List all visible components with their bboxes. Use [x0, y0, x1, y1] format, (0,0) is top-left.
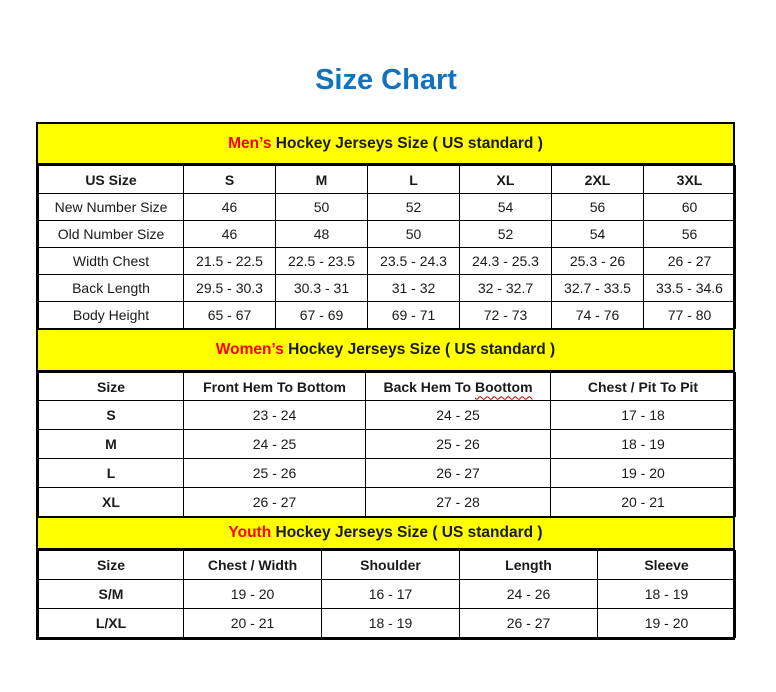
- header-cell: Back Hem To Boottom: [366, 373, 551, 401]
- table-cell: 16 - 17: [322, 580, 460, 609]
- table-cell: 52: [368, 194, 460, 221]
- row-label: XL: [39, 488, 184, 517]
- table-cell: 29.5 - 30.3: [184, 275, 276, 302]
- table-row: [39, 401, 736, 430]
- row-label: New Number Size: [39, 194, 184, 221]
- row-label: Old Number Size: [39, 221, 184, 248]
- table-cell: 17 - 18: [551, 401, 736, 430]
- womens-table: [38, 372, 736, 517]
- header-cell: Length: [460, 551, 598, 580]
- table-cell: 46: [184, 194, 276, 221]
- table-cell: 67 - 69: [276, 302, 368, 329]
- table-cell: 25 - 26: [366, 430, 551, 459]
- misspelled-word: Boottom: [475, 378, 533, 395]
- row-label: S: [39, 401, 184, 430]
- table-cell: 22.5 - 23.5: [276, 248, 368, 275]
- mens-banner: [38, 124, 733, 165]
- table-cell: 52: [460, 221, 552, 248]
- table-cell: 32.7 - 33.5: [552, 275, 644, 302]
- table-cell: 26 - 27: [644, 248, 736, 275]
- table-row: [39, 194, 736, 221]
- table-cell: 33.5 - 34.6: [644, 275, 736, 302]
- table-cell: 56: [552, 194, 644, 221]
- header-cell: XL: [460, 166, 552, 194]
- table-row: [39, 302, 736, 329]
- mens-table: [38, 165, 736, 329]
- page-title: Size Chart: [315, 64, 457, 96]
- table-row: [39, 430, 736, 459]
- mens-banner-highlight: Men’s: [228, 134, 272, 152]
- header-cell: Shoulder: [322, 551, 460, 580]
- row-label: L: [39, 459, 184, 488]
- table-row: [39, 580, 736, 609]
- table-cell: 54: [460, 194, 552, 221]
- header-cell: Front Hem To Bottom: [184, 373, 366, 401]
- table-row: [39, 488, 736, 517]
- youth-banner-text: Hockey Jerseys Size ( US standard ): [271, 524, 543, 541]
- size-chart-tables: [36, 122, 735, 640]
- womens-banner: [38, 329, 733, 372]
- womens-section: [38, 329, 733, 517]
- table-cell: 74 - 76: [552, 302, 644, 329]
- table-cell: 24 - 25: [366, 401, 551, 430]
- mens-section: [38, 124, 733, 329]
- row-label: Body Height: [39, 302, 184, 329]
- table-cell: 26 - 27: [460, 609, 598, 638]
- table-cell: 48: [276, 221, 368, 248]
- header-cell: Sleeve: [598, 551, 736, 580]
- header-cell: Size: [39, 373, 184, 401]
- table-cell: 24 - 25: [184, 430, 366, 459]
- table-cell: 65 - 67: [184, 302, 276, 329]
- womens-banner-text: Hockey Jerseys Size ( US standard ): [283, 341, 556, 358]
- table-cell: 26 - 27: [184, 488, 366, 517]
- row-label: Back Length: [39, 275, 184, 302]
- header-cell: Chest / Width: [184, 551, 322, 580]
- header-cell: 3XL: [644, 166, 736, 194]
- header-cell: M: [276, 166, 368, 194]
- mens-banner-text: Hockey Jerseys Size ( US standard ): [271, 134, 543, 152]
- table-cell: 56: [644, 221, 736, 248]
- table-cell: 24.3 - 25.3: [460, 248, 552, 275]
- header-cell: L: [368, 166, 460, 194]
- table-row: [39, 248, 736, 275]
- youth-banner: [38, 517, 733, 550]
- table-row: [39, 221, 736, 248]
- table-cell: 23 - 24: [184, 401, 366, 430]
- table-cell: 19 - 20: [184, 580, 322, 609]
- youth-banner-highlight: Youth: [228, 524, 272, 541]
- header-cell: Size: [39, 551, 184, 580]
- table-row: [39, 275, 736, 302]
- table-cell: 50: [368, 221, 460, 248]
- table-cell: 20 - 21: [184, 609, 322, 638]
- table-cell: 19 - 20: [551, 459, 736, 488]
- table-cell: 20 - 21: [551, 488, 736, 517]
- youth-table: [38, 550, 736, 638]
- table-cell: 26 - 27: [366, 459, 551, 488]
- womens-banner-highlight: Women’s: [215, 341, 284, 358]
- row-label: L/XL: [39, 609, 184, 638]
- table-cell: 19 - 20: [598, 609, 736, 638]
- table-cell: 21.5 - 22.5: [184, 248, 276, 275]
- table-row: [39, 459, 736, 488]
- table-cell: 25.3 - 26: [552, 248, 644, 275]
- youth-header-row: [39, 551, 736, 580]
- table-cell: 30.3 - 31: [276, 275, 368, 302]
- row-label: Width Chest: [39, 248, 184, 275]
- table-cell: 69 - 71: [368, 302, 460, 329]
- table-cell: 24 - 26: [460, 580, 598, 609]
- table-cell: 18 - 19: [322, 609, 460, 638]
- header-cell: 2XL: [552, 166, 644, 194]
- table-row: [39, 609, 736, 638]
- table-cell: 60: [644, 194, 736, 221]
- table-cell: 27 - 28: [366, 488, 551, 517]
- table-cell: 31 - 32: [368, 275, 460, 302]
- youth-section: [38, 517, 733, 638]
- table-cell: 46: [184, 221, 276, 248]
- table-cell: 25 - 26: [184, 459, 366, 488]
- table-cell: 32 - 32.7: [460, 275, 552, 302]
- table-cell: 23.5 - 24.3: [368, 248, 460, 275]
- row-label: M: [39, 430, 184, 459]
- table-cell: 54: [552, 221, 644, 248]
- table-cell: 50: [276, 194, 368, 221]
- table-cell: 18 - 19: [551, 430, 736, 459]
- mens-header-row: [39, 166, 736, 194]
- header-cell: US Size: [39, 166, 184, 194]
- womens-header-row: [39, 373, 736, 401]
- table-cell: 18 - 19: [598, 580, 736, 609]
- table-cell: 72 - 73: [460, 302, 552, 329]
- table-cell: 77 - 80: [644, 302, 736, 329]
- row-label: S/M: [39, 580, 184, 609]
- header-cell: Chest / Pit To Pit: [551, 373, 736, 401]
- header-cell: S: [184, 166, 276, 194]
